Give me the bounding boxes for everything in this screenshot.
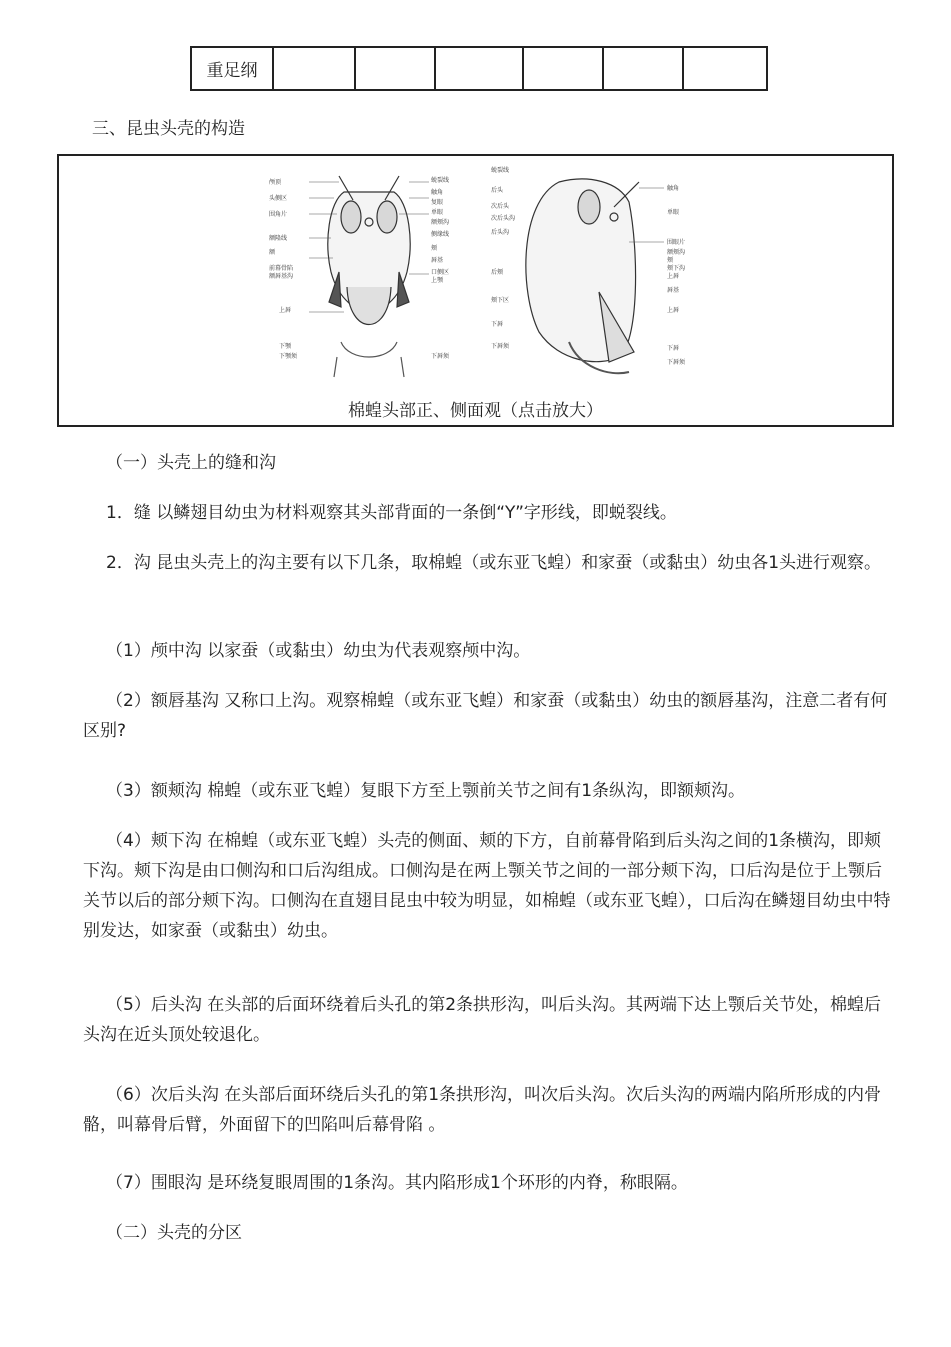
front-view-right-labels (431, 176, 450, 360)
svg-text:触角: 触角 (667, 185, 680, 192)
svg-text:唇基: 唇基 (667, 287, 680, 294)
svg-text:颅顶: 颅顶 (269, 179, 282, 186)
svg-text:单眼: 单眼 (431, 209, 444, 216)
svg-text:围角片: 围角片 (269, 211, 288, 218)
paragraph-item-3: （3）额颊沟 棉蝗（或东亚飞蝗）复眼下方至上颚前关节之间有1条纵沟，即额颊沟。 (106, 781, 746, 801)
svg-text:额: 额 (269, 249, 276, 256)
table-cell (683, 47, 767, 90)
svg-text:单眼: 单眼 (667, 209, 680, 216)
table-cell (435, 47, 523, 90)
paragraph-item-5: （5）后头沟 在头部的后面环绕着后头孔的第2条拱形沟，叫后头沟。其两端下达上颚后关节处，棉蝗后头沟在近头顶处较退化。 (83, 995, 882, 1045)
svg-text:前幕骨陷: 前幕骨陷 (269, 265, 294, 272)
svg-text:蜕裂线: 蜕裂线 (491, 167, 510, 174)
paragraph-item-2: （2）额唇基沟 又称口上沟。观察棉蝗（或东亚飞蝗）和家蚕（或黏虫）幼虫的额唇基沟，注意二者有何区别? (83, 691, 888, 741)
svg-text:围眼片: 围眼片 (667, 239, 686, 246)
svg-text:上唇: 上唇 (667, 273, 680, 280)
table-cell-label: 重足纲 (191, 47, 273, 90)
svg-text:下唇须: 下唇须 (667, 359, 686, 366)
svg-text:额颊沟: 额颊沟 (667, 249, 686, 256)
figure-box (57, 154, 894, 427)
svg-text:侧缘线: 侧缘线 (431, 231, 450, 238)
section-title: 三、昆虫头壳的构造 (92, 119, 245, 139)
svg-text:上颚: 上颚 (431, 277, 444, 284)
svg-text:下唇: 下唇 (667, 345, 680, 352)
svg-text:触角: 触角 (431, 189, 444, 196)
paragraph-grooves: 2．沟 昆虫头壳上的沟主要有以下几条，取棉蝗（或东亚飞蝗）和家蚕（或黏虫）幼虫各1头进行观察。 (106, 553, 882, 573)
table-cell (355, 47, 435, 90)
class-table-row (190, 46, 768, 91)
svg-text:额唇基沟: 额唇基沟 (269, 273, 294, 280)
svg-text:颊: 颊 (667, 257, 674, 264)
svg-text:下颚须: 下颚须 (279, 353, 298, 360)
side-view-right-labels (667, 184, 686, 366)
svg-text:后头: 后头 (491, 187, 504, 194)
svg-text:下颚: 下颚 (279, 343, 292, 350)
side-view-drawing (526, 179, 639, 373)
paragraph-subsection-2: （二）头壳的分区 (106, 1223, 242, 1243)
front-view-left-labels (269, 178, 298, 360)
table-cell (523, 47, 603, 90)
svg-text:次后头沟: 次后头沟 (491, 215, 516, 222)
svg-text:复眼: 复眼 (431, 199, 444, 206)
svg-text:颊下区: 颊下区 (491, 297, 510, 304)
svg-text:颊下沟: 颊下沟 (667, 265, 686, 272)
svg-text:蜕裂线: 蜕裂线 (431, 177, 450, 184)
svg-text:下唇须: 下唇须 (431, 353, 450, 360)
svg-text:上唇: 上唇 (279, 307, 292, 314)
insect-head-illustration[interactable] (269, 162, 749, 384)
svg-text:下唇须: 下唇须 (491, 343, 510, 350)
front-view-drawing (328, 176, 410, 377)
svg-text:次后头: 次后头 (491, 203, 510, 210)
paragraph-subsection-1: （一）头壳上的缝和沟 (106, 453, 276, 473)
table-cell (273, 47, 355, 90)
svg-text:下唇: 下唇 (491, 321, 504, 328)
svg-text:唇基: 唇基 (431, 257, 444, 264)
svg-text:额隆线: 额隆线 (269, 235, 288, 242)
svg-text:额颊沟: 额颊沟 (431, 219, 450, 226)
svg-text:颊: 颊 (431, 245, 438, 252)
svg-text:口侧区: 口侧区 (431, 269, 450, 276)
side-view-left-labels (491, 166, 515, 350)
paragraph-item-6: （6）次后头沟 在头部后面环绕后头孔的第1条拱形沟，叫次后头沟。次后头沟的两端内陷所形成的内骨骼，叫幕骨后臂，外面留下的凹陷叫后幕骨陷 。 (83, 1085, 882, 1135)
table-cell (603, 47, 683, 90)
svg-text:上唇: 上唇 (667, 307, 680, 314)
paragraph-item-1: （1）颅中沟 以家蚕（或黏虫）幼虫为代表观察颅中沟。 (106, 641, 531, 661)
figure-caption[interactable]: 棉蝗头部正、侧面观（点击放大） (348, 401, 603, 421)
svg-text:头侧区: 头侧区 (269, 195, 288, 202)
svg-text:后头沟: 后头沟 (491, 229, 510, 236)
svg-text:后颊: 后颊 (491, 269, 504, 276)
paragraph-item-4: （4）颊下沟 在棉蝗（或东亚飞蝗）头壳的侧面、颊的下方，自前幕骨陷到后头沟之间的1条横沟，即颊下沟。颊下沟是由口侧沟和口后沟组成。口侧沟是在两上颚关节之间的一部分颊下沟，口后沟是位于上颚后关节以后的部分颊下沟。口侧沟在直翅目昆虫中较为明显，如棉蝗（或东亚飞蝗），口后沟在鳞翅目幼虫中特别发达，如家蚕（或黏虫）幼虫。 (83, 831, 891, 941)
paragraph-suture: 1．缝 以鳞翅目幼虫为材料观察其头部背面的一条倒“Y”字形线，即蜕裂线。 (106, 503, 677, 523)
paragraph-item-7: （7）围眼沟 是环绕复眼周围的1条沟。其内陷形成1个环形的内脊，称眼隔。 (106, 1173, 688, 1193)
